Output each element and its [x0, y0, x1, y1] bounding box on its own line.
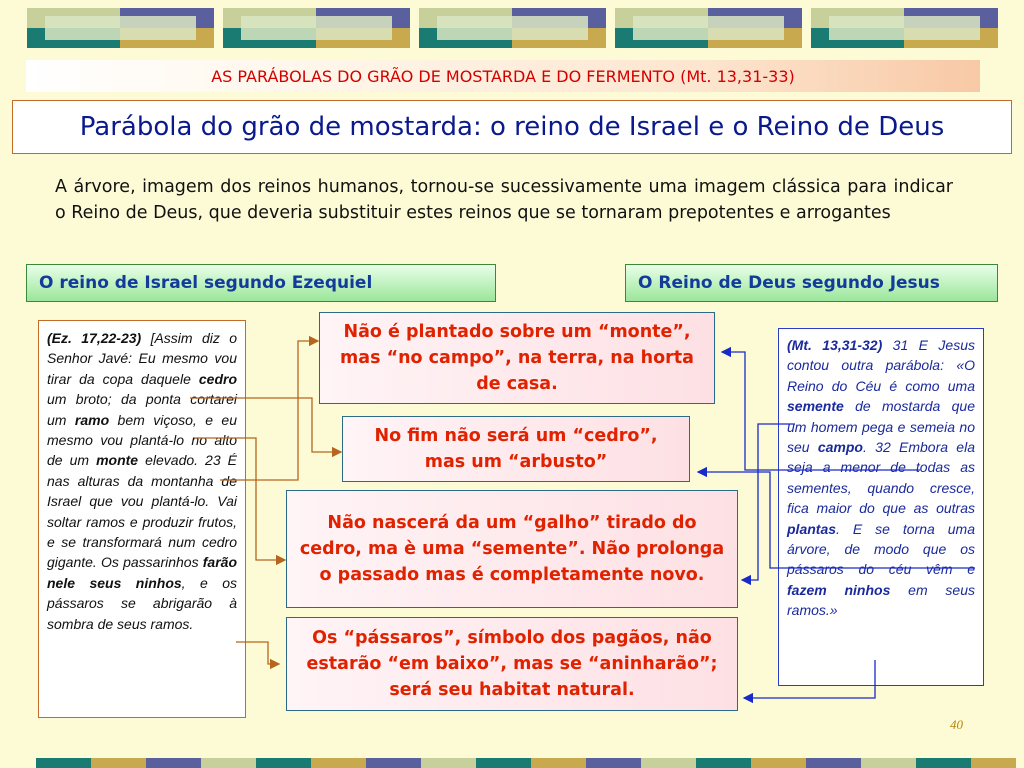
quote-text: , e os pássaros se abrigarão à sombra de seus ramos. [47, 574, 237, 632]
quote-keyword: ramo [74, 411, 110, 428]
quote-text: um broto; da ponta cortarei um [47, 391, 237, 428]
comparison-box-seed [286, 490, 738, 608]
page-number: 40 [950, 717, 963, 732]
quote-text: em seus ramos.» [787, 581, 975, 619]
slide-title [12, 100, 1012, 154]
quote-text: bem viçoso, e eu mesmo vou plantá-lo no alto de um [47, 411, 237, 469]
quote-text: elevado. 23 É nas alturas da montanha de Israel que vou plantá-lo. Vai soltar ramos e produzir frutos, e se transformará num cedro gigante. Os passarinhos [47, 452, 237, 571]
ezekiel-label [26, 264, 496, 302]
ezekiel-label-text: O reino de Israel segundo Ezequiel [39, 273, 373, 293]
ezekiel-quote-ref: (Ez. 17,22-23) [47, 330, 142, 346]
jesus-label-text: O Reino de Deus segundo Jesus [638, 273, 940, 293]
quote-text: . E se torna uma árvore, de modo que os pássaros do céu vêm e [787, 520, 975, 578]
quote-text: [Assim diz o Senhor Javé: Eu mesmo vou tirar da copa daquele [47, 330, 237, 387]
quote-keyword: cedro [198, 370, 237, 387]
comparison-box-text: Não é plantado sobre um “monte”, mas “no campo”, na terra, na horta de casa. [340, 322, 694, 394]
comparison-box-text: Não nascerá da um “galho” tirado do cedro, ma è uma “semente”. Não prolonga o passado mas é completamente novo. [299, 513, 725, 585]
comparison-box-text: No fim não será um “cedro”, mas um “arbusto” [374, 426, 658, 472]
section-header [26, 60, 980, 92]
matthew-quote-ref: (Mt. 13,31-32) [787, 337, 883, 353]
comparison-box-text: Os “pássaros”, símbolo dos pagãos, não estarão “em baixo”, mas se “aninharão”; será seu habitat natural. [306, 628, 718, 700]
quote-keyword: plantas [787, 520, 837, 537]
comparison-box-birds [286, 617, 738, 711]
quote-text: 31 E Jesus contou outra parábola: «O Reino do Céu é como uma [787, 337, 975, 394]
top-decoration-strip [0, 0, 1024, 48]
deco-block [811, 8, 998, 48]
slide-title-text: Parábola do grão de mostarda: o reino de Israel e o Reino de Deus [79, 112, 945, 142]
deco-block [615, 8, 802, 48]
quote-keyword: semente [787, 398, 844, 415]
jesus-label [625, 264, 998, 302]
section-header-text: AS PARÁBOLAS DO GRÃO DE MOSTARDA E DO FERMENTO (Mt. 13,31-33) [211, 66, 795, 86]
ezekiel-quote-box [38, 320, 246, 718]
comparison-box-field [319, 312, 715, 404]
intro-paragraph: A árvore, imagem dos reinos humanos, tornou-se sucessivamente uma imagem clássica para indicar o Reino de Deus, que deveria substituir estes reinos que se tornaram prepotentes e arrogantes [55, 177, 953, 223]
quote-keyword: campo [817, 439, 863, 456]
quote-text: . 32 Embora ela seja a menor de todas as sementes, quando cresce, fica maior do que as outras [787, 439, 975, 517]
bottom-decoration-strip [0, 758, 1024, 768]
quote-keyword: fazem ninhos [787, 581, 891, 598]
quote-keyword: farão nele seus ninhos [47, 554, 237, 591]
matthew-quote-box [778, 328, 984, 686]
comparison-box-shrub [342, 416, 690, 482]
quote-text: de mostarda que um homem pega e semeia no seu [787, 398, 975, 456]
deco-block [223, 8, 410, 48]
deco-block [419, 8, 606, 48]
deco-block [27, 8, 214, 48]
quote-keyword: monte [96, 452, 139, 469]
